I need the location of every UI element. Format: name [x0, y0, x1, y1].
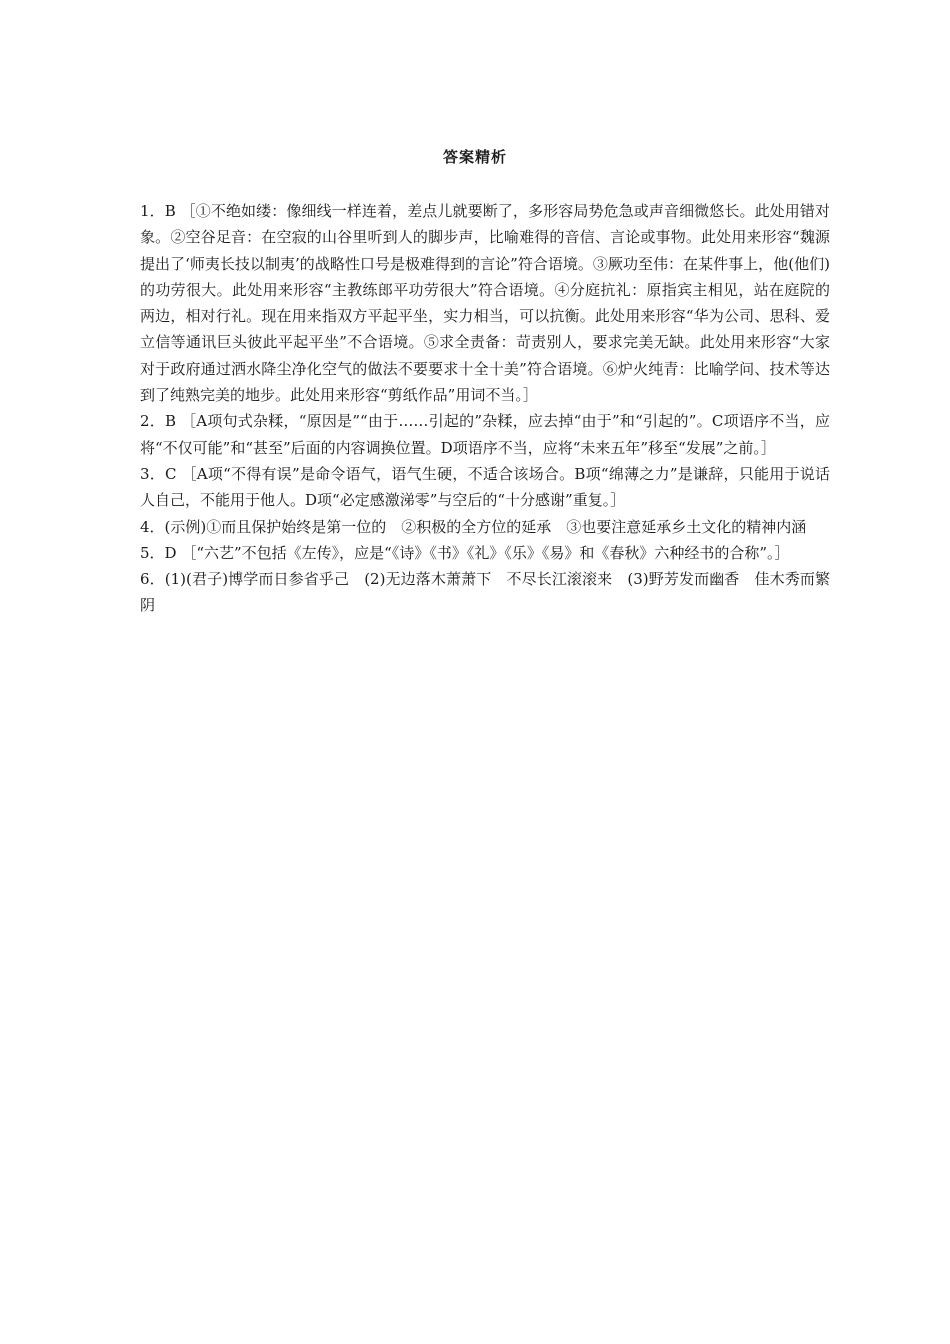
page-title: 答案精析 — [442, 148, 507, 166]
answer-item-4: 4．(示例)①而且保护始终是第一位的 ②积极的全方位的延承 ③也要注意延承乡土文化的精神内涵 — [140, 517, 807, 536]
answer-item-1: 1．B ［①不绝如缕：像细线一样连着，差点儿就要断了，多形容局势危急或声音细微悠长。此处用错对象。②空谷足音：在空寂的山谷里听到人的脚步声，比喻难得的音信、言论或事物。此处用来形容“魏源提出了‘师夷长技以制夷’的战略性口号是极难得到的言论”符合语境。③厥功至伟：在某件事上，他(他们)的功劳很大。此处用来形容“主教练郎平功劳很大”符合语境。④分庭抗礼：原指宾主相见，站在庭院的两边，相对行礼。现在用来指双方平起平坐，实力相当，可以抗衡。此处用来形容“华为公司、思科、爱立信等通讯巨头彼此平起平坐”不合语境。⑤求全责备：苛责别人，要求完美无缺。此处用来形容“大家对于政府通过洒水降尘净化空气的做法不要要求十全十美”符合语境。⑥炉火纯青：比喻学问、技术等达到了纯熟完美的地步。此处用来形容“剪纸作品”用词不当。］ — [140, 202, 830, 405]
answer-list — [140, 198, 830, 619]
answer-item-5: 5．D ［“六艺”不包括《左传》，应是“《诗》《书》《礼》《乐》《易》和《春秋》六种经书的合称”。］ — [140, 543, 790, 562]
answer-item-6: 6．(1)(君子)博学而日参省乎己 (2)无边落木萧萧下 不尽长江滚滚来 (3)野芳发而幽香 佳木秀而繁阴 — [140, 570, 830, 615]
answer-item-3: 3．C ［A项“不得有误”是命令语气，语气生硬，不适合该场合。B项“绵薄之力”是谦辞，只能用于说话人自己，不能用于他人。D项“必定感激涕零”与空后的“十分感谢”重复。］ — [140, 464, 830, 510]
answer-item-2: 2．B ［A项句式杂糅，“原因是”“由于……引起的”杂糅，应去掉“由于”和“引起的”。C项语序不当，应将“不仅可能”和“甚至”后面的内容调换位置。D项语序不当，应将“未来五年”移至“发展”之前。］ — [140, 412, 830, 457]
